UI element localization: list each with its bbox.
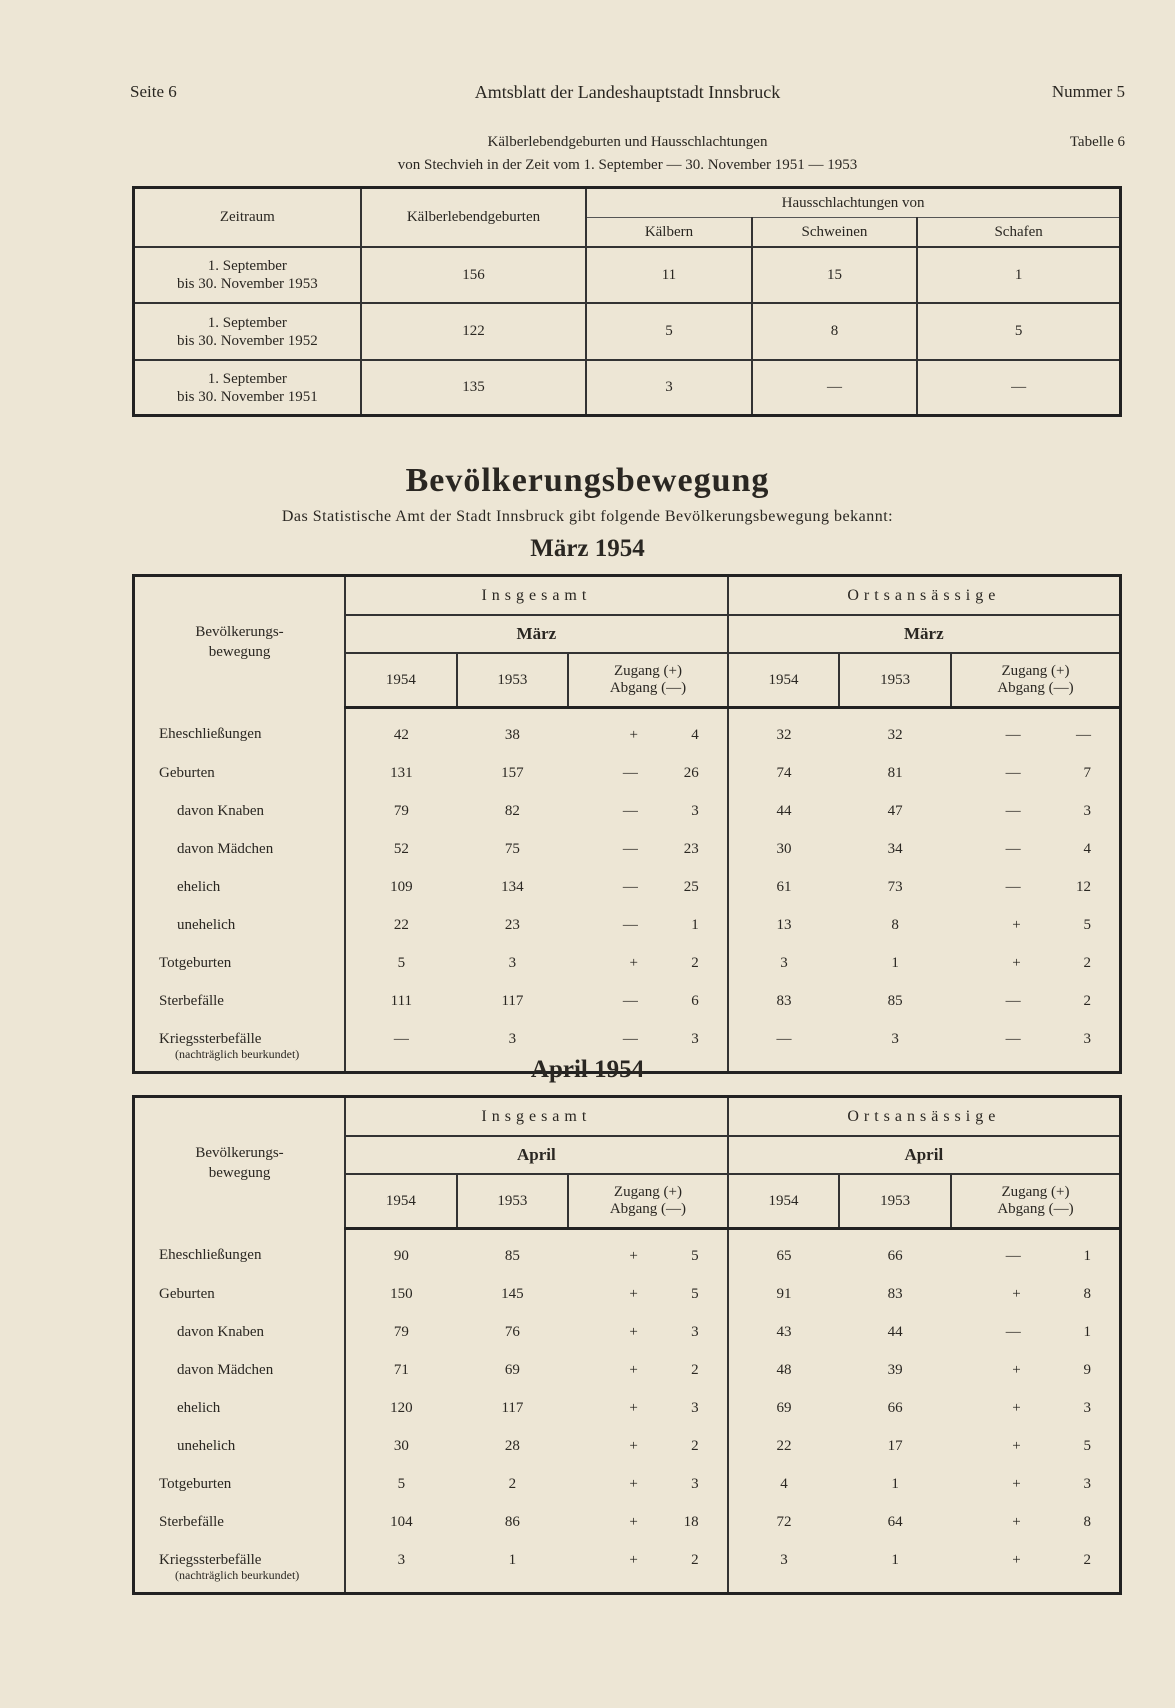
pigs-cell: — [752, 360, 918, 416]
year-1954-header: 1954 [345, 653, 457, 708]
april-table [132, 1095, 1122, 1595]
total-delta-sign: — [622, 1031, 638, 1047]
row-label-text: davon Knaben [177, 1324, 265, 1340]
page-number: Seite 6 [130, 82, 177, 101]
total-1953-cell: 85 [504, 1248, 520, 1264]
local-delta-value: 2 [1083, 993, 1091, 1009]
local-1953-cell: 66 [887, 1400, 903, 1416]
section-intro: Das Statistische Amt der Stadt Innsbruck gibt folgende Bevölkerungsbewegung bekannt: [281, 508, 894, 525]
row-label [134, 758, 346, 796]
row-label-text: Kriegssterbefälle [159, 1031, 262, 1047]
total-1954-cell: 3 [345, 1545, 457, 1594]
table-row [134, 1545, 1121, 1594]
row-label-text: Totgeburten [159, 955, 232, 971]
total-1954-cell: — [345, 1024, 457, 1073]
delta-minus: Abgang (—) [609, 1201, 687, 1217]
table1-caption [130, 131, 1125, 177]
local-delta-value: 5 [1083, 917, 1091, 933]
row-label-text: davon Mädchen [177, 841, 274, 857]
row-label-text: ehelich [177, 1400, 221, 1416]
local-1953-cell: 47 [887, 803, 903, 819]
total-1953-cell: 28 [504, 1438, 520, 1454]
local-delta-value: 3 [1083, 1476, 1091, 1492]
row-label-text: davon Mädchen [177, 1362, 274, 1378]
month-total-header: April [345, 1136, 728, 1174]
table-row [134, 1507, 1121, 1545]
table-row [134, 1393, 1121, 1431]
total-delta-sign: — [622, 765, 638, 781]
row-label [134, 1545, 346, 1594]
period-start: 1. September [207, 370, 287, 387]
local-delta-value: 5 [1083, 1438, 1091, 1454]
row-label [134, 1355, 346, 1393]
row-label [134, 1279, 346, 1317]
group-total-header: Insgesamt [345, 576, 728, 616]
local-delta-value: 1 [1083, 1248, 1091, 1264]
total-1953-cell: 75 [504, 841, 520, 857]
total-delta-sign: + [629, 1324, 638, 1340]
local-delta-sign: + [1012, 1438, 1021, 1454]
local-delta-value: 8 [1083, 1286, 1091, 1302]
table1-label: Tabelle 6 [1069, 134, 1125, 150]
total-1954-cell: 111 [345, 986, 457, 1024]
row-label [134, 1507, 346, 1545]
local-1954-cell: — [728, 1024, 840, 1073]
local-1953-cell: 85 [887, 993, 903, 1009]
total-1954-cell: 79 [345, 796, 457, 834]
local-delta-value: 3 [1083, 1400, 1091, 1416]
table-row [134, 1469, 1121, 1507]
local-1954-cell: 22 [728, 1431, 840, 1469]
table1-caption-line1: Kälberlebendgeburten und Hausschlachtungen [487, 134, 768, 150]
total-delta-value: 2 [691, 1552, 699, 1568]
total-delta-sign: + [629, 955, 638, 971]
row-label-text: Eheschließungen [159, 1246, 262, 1263]
total-1953-cell: 76 [504, 1324, 520, 1340]
month-total-header: März [345, 615, 728, 653]
total-delta-sign: — [622, 841, 638, 857]
row-label-text: Geburten [159, 1286, 215, 1302]
march-table [132, 574, 1122, 1074]
publication-title: Amtsblatt der Landeshauptstadt Innsbruck [474, 82, 781, 102]
delta-minus: Abgang (—) [997, 680, 1074, 696]
delta-minus: Abgang (—) [997, 1201, 1074, 1217]
total-delta-sign: + [629, 1552, 638, 1568]
table-row [134, 948, 1121, 986]
local-delta-sign: — [1005, 1324, 1021, 1340]
total-delta-sign: — [622, 803, 638, 819]
births-cell: 122 [361, 303, 587, 360]
local-1953-cell: 1 [891, 1552, 899, 1568]
total-delta-value: 4 [691, 727, 699, 743]
local-delta-sign: — [1005, 879, 1021, 895]
total-delta-value: 3 [691, 1476, 699, 1492]
table-row [134, 1229, 1121, 1280]
month-local-header: März [728, 615, 1121, 653]
col-calves-header: Kälbern [586, 218, 751, 248]
row-header [134, 576, 346, 708]
total-delta-value: 3 [691, 1400, 699, 1416]
row-label-text: ehelich [177, 879, 221, 895]
total-1954-cell: 22 [345, 910, 457, 948]
total-delta-value: 25 [683, 879, 699, 895]
row-label-note: (nachträglich beurkundet) [175, 1568, 300, 1582]
year-1953-header: 1953 [839, 1174, 951, 1229]
local-1954-cell: 3 [728, 948, 840, 986]
total-delta-value: 1 [691, 917, 699, 933]
total-1953-cell: 2 [508, 1476, 517, 1492]
total-1953-cell: 145 [501, 1286, 524, 1302]
row-label [134, 986, 346, 1024]
total-1954-cell: 79 [345, 1317, 457, 1355]
local-delta-sign: + [1012, 1362, 1021, 1378]
total-delta-value: 2 [691, 1438, 699, 1454]
row-header-line2: bewegung [208, 644, 271, 661]
total-1954-cell: 150 [345, 1279, 457, 1317]
local-1953-cell: 39 [887, 1362, 903, 1378]
local-1954-cell: 69 [728, 1393, 840, 1431]
row-label [134, 1317, 346, 1355]
total-1953-cell: 38 [504, 727, 520, 743]
total-delta-value: 3 [691, 1324, 699, 1340]
pigs-cell: 8 [752, 303, 918, 360]
local-delta-value: 3 [1083, 803, 1091, 819]
sheep-cell: 5 [917, 303, 1120, 360]
total-delta-value: 2 [691, 955, 699, 971]
month-local-header: April [728, 1136, 1121, 1174]
period-cell [134, 360, 361, 416]
table-row [134, 796, 1121, 834]
sheep-cell: 1 [917, 247, 1120, 303]
row-label-text: davon Knaben [177, 803, 265, 819]
pigs-cell: 15 [752, 247, 918, 303]
local-1954-cell: 43 [728, 1317, 840, 1355]
total-1954-cell: 52 [345, 834, 457, 872]
total-1953-cell: 1 [508, 1552, 517, 1568]
row-label [134, 834, 346, 872]
local-delta-sign: + [1012, 955, 1021, 971]
row-header [134, 1097, 346, 1229]
row-label-text: Eheschließungen [159, 725, 262, 742]
row-label-text: Sterbefälle [159, 1514, 224, 1530]
local-delta-sign: — [1005, 1031, 1021, 1047]
row-label [134, 1393, 346, 1431]
local-1953-cell: 1 [891, 955, 899, 971]
total-delta-value: 5 [691, 1248, 699, 1264]
local-delta-value: 2 [1083, 955, 1091, 971]
col-pigs-header: Schweinen [752, 218, 918, 248]
table-row [134, 1317, 1121, 1355]
delta-plus: Zugang (+) [613, 1184, 682, 1200]
col-slaughter-header: Hausschlachtungen von [586, 188, 1120, 218]
total-delta-sign: + [629, 1514, 638, 1530]
local-1954-cell: 65 [728, 1229, 840, 1280]
local-1954-cell: 32 [728, 708, 840, 759]
group-local-header: Ortsansässige [728, 1097, 1121, 1137]
total-delta-sign: + [629, 727, 638, 743]
delta-header [951, 653, 1121, 708]
total-1953-cell: 86 [504, 1514, 520, 1530]
april-heading: April 1954 [530, 1056, 645, 1083]
delta-header [568, 653, 727, 708]
total-1953-cell: 3 [508, 1031, 517, 1047]
total-1953-cell: 117 [501, 1400, 524, 1416]
total-delta-sign: — [622, 879, 638, 895]
local-1954-cell: 74 [728, 758, 840, 796]
local-1953-cell: 66 [887, 1248, 903, 1264]
row-label-note: (nachträglich beurkundet) [175, 1047, 300, 1061]
local-1954-cell: 3 [728, 1545, 840, 1594]
row-header-line1: Bevölkerungs- [195, 1145, 284, 1162]
total-delta-value: 5 [691, 1286, 699, 1302]
local-1954-cell: 61 [728, 872, 840, 910]
local-delta-sign: — [1005, 803, 1021, 819]
total-delta-sign: + [629, 1400, 638, 1416]
period-end: bis 30. November 1951 [176, 388, 318, 405]
total-delta-value: 6 [691, 993, 699, 1009]
local-delta-sign: + [1012, 917, 1021, 933]
local-1953-cell: 1 [891, 1476, 899, 1492]
local-1953-cell: 73 [887, 879, 903, 895]
period-cell [134, 247, 361, 303]
table-row [134, 708, 1121, 759]
total-1954-cell: 104 [345, 1507, 457, 1545]
local-1954-cell: 91 [728, 1279, 840, 1317]
group-total-header: Insgesamt [345, 1097, 728, 1137]
total-1953-cell: 69 [504, 1362, 520, 1378]
local-delta-sign: + [1012, 1476, 1021, 1492]
running-header [130, 82, 1125, 106]
year-1953-header: 1953 [839, 653, 951, 708]
local-1953-cell: 64 [887, 1514, 903, 1530]
period-cell [134, 303, 361, 360]
local-1954-cell: 13 [728, 910, 840, 948]
total-1953-cell: 117 [501, 993, 524, 1009]
delta-plus: Zugang (+) [1001, 663, 1070, 679]
table-row [134, 360, 1121, 416]
total-1953-cell: 157 [501, 765, 524, 781]
row-label [134, 872, 346, 910]
delta-header [568, 1174, 727, 1229]
local-1954-cell: 44 [728, 796, 840, 834]
local-1954-cell: 83 [728, 986, 840, 1024]
delta-plus: Zugang (+) [613, 663, 682, 679]
row-label [134, 1469, 346, 1507]
total-1953-cell: 23 [504, 917, 520, 933]
year-1954-header: 1954 [728, 1174, 840, 1229]
total-1954-cell: 71 [345, 1355, 457, 1393]
total-delta-sign: + [629, 1476, 638, 1492]
local-delta-sign: — [1005, 727, 1021, 743]
table-row [134, 758, 1121, 796]
total-1954-cell: 120 [345, 1393, 457, 1431]
local-delta-value: 9 [1083, 1362, 1091, 1378]
row-label-text: Totgeburten [159, 1476, 232, 1492]
table-row [134, 834, 1121, 872]
row-label [134, 910, 346, 948]
local-delta-sign: + [1012, 1286, 1021, 1302]
total-delta-value: 23 [683, 841, 699, 857]
period-end: bis 30. November 1952 [176, 332, 318, 349]
total-delta-sign: + [629, 1362, 638, 1378]
total-1954-cell: 109 [345, 872, 457, 910]
local-delta-value: 4 [1083, 841, 1091, 857]
local-1953-cell: 3 [891, 1031, 899, 1047]
col-period-header: Zeitraum [134, 188, 361, 248]
calves-cell: 3 [586, 360, 751, 416]
local-1954-cell: 4 [728, 1469, 840, 1507]
total-1953-cell: 3 [508, 955, 517, 971]
total-delta-value: 26 [683, 765, 699, 781]
local-1953-cell: 81 [887, 765, 903, 781]
row-label [134, 1431, 346, 1469]
year-1953-header: 1953 [457, 1174, 569, 1229]
local-delta-sign: — [1005, 841, 1021, 857]
local-delta-sign: — [1005, 765, 1021, 781]
delta-plus: Zugang (+) [1001, 1184, 1070, 1200]
total-delta-value: 3 [691, 803, 699, 819]
row-header-line2: bewegung [208, 1165, 271, 1182]
total-delta-value: 18 [683, 1514, 699, 1530]
delta-minus: Abgang (—) [609, 680, 687, 696]
total-1954-cell: 5 [345, 948, 457, 986]
total-delta-sign: — [622, 917, 638, 933]
births-cell: 156 [361, 247, 587, 303]
row-label [134, 1229, 346, 1280]
group-local-header: Ortsansässige [728, 576, 1121, 616]
local-1953-cell: 32 [887, 727, 903, 743]
total-1954-cell: 42 [345, 708, 457, 759]
total-delta-sign: + [629, 1438, 638, 1454]
local-delta-sign: + [1012, 1400, 1021, 1416]
calves-cell: 5 [586, 303, 751, 360]
total-1954-cell: 90 [345, 1229, 457, 1280]
local-delta-value: 1 [1083, 1324, 1091, 1340]
sheep-cell: — [917, 360, 1120, 416]
local-1954-cell: 30 [728, 834, 840, 872]
row-label-text: unehelich [177, 1438, 236, 1454]
local-delta-value: 7 [1083, 765, 1091, 781]
issue-number: Nummer 5 [1051, 82, 1125, 101]
calves-cell: 11 [586, 247, 751, 303]
table-row [134, 986, 1121, 1024]
period-end: bis 30. November 1953 [176, 276, 318, 292]
local-1954-cell: 72 [728, 1507, 840, 1545]
table-row [134, 303, 1121, 360]
row-label-text: Kriegssterbefälle [159, 1552, 262, 1568]
row-label-text: Geburten [159, 765, 215, 781]
row-label [134, 796, 346, 834]
local-1953-cell: 8 [891, 917, 899, 933]
section-title: Bevölkerungsbewegung [405, 462, 770, 499]
local-delta-value: — [1076, 727, 1091, 743]
local-1953-cell: 83 [887, 1286, 903, 1302]
table-row [134, 1355, 1121, 1393]
local-delta-value: 12 [1076, 879, 1091, 895]
local-1954-cell: 48 [728, 1355, 840, 1393]
total-1953-cell: 82 [504, 803, 520, 819]
local-1953-cell: 44 [887, 1324, 903, 1340]
row-label-text: unehelich [177, 917, 236, 933]
total-delta-value: 3 [691, 1031, 699, 1047]
local-delta-value: 2 [1083, 1552, 1091, 1568]
period-start: 1. September [207, 314, 287, 331]
col-sheep-header: Schafen [917, 218, 1120, 248]
local-delta-value: 8 [1083, 1514, 1091, 1530]
table1-caption-line2: von Stechvieh in der Zeit vom 1. September — 30. November 1951 — 1953 [397, 157, 858, 173]
row-label-text: Sterbefälle [159, 993, 224, 1009]
total-delta-sign: — [622, 993, 638, 1009]
year-1954-header: 1954 [728, 653, 840, 708]
col-births-header: Kälberlebendgeburten [361, 188, 587, 248]
row-label [134, 708, 346, 759]
table-row [134, 247, 1121, 303]
period-start: 1. September [207, 258, 287, 274]
march-heading: März 1954 [530, 535, 645, 562]
local-delta-sign: — [1005, 1248, 1021, 1264]
total-1954-cell: 5 [345, 1469, 457, 1507]
local-delta-sign: + [1012, 1514, 1021, 1530]
total-1954-cell: 30 [345, 1431, 457, 1469]
table-row [134, 910, 1121, 948]
total-delta-value: 2 [691, 1362, 699, 1378]
row-label [134, 948, 346, 986]
local-1953-cell: 17 [887, 1438, 903, 1454]
year-1954-header: 1954 [345, 1174, 457, 1229]
table-row [134, 872, 1121, 910]
local-delta-value: 3 [1083, 1031, 1091, 1047]
local-delta-sign: + [1012, 1552, 1021, 1568]
total-delta-sign: + [629, 1286, 638, 1302]
delta-header [951, 1174, 1121, 1229]
total-1954-cell: 131 [345, 758, 457, 796]
slaughter-table [132, 186, 1122, 417]
local-1953-cell: 34 [887, 841, 903, 857]
total-delta-sign: + [629, 1248, 638, 1264]
row-header-line1: Bevölkerungs- [195, 624, 284, 641]
births-cell: 135 [361, 360, 587, 416]
local-delta-sign: — [1005, 993, 1021, 1009]
total-1953-cell: 134 [501, 879, 524, 895]
table-row [134, 1431, 1121, 1469]
year-1953-header: 1953 [457, 653, 569, 708]
table-row [134, 1279, 1121, 1317]
